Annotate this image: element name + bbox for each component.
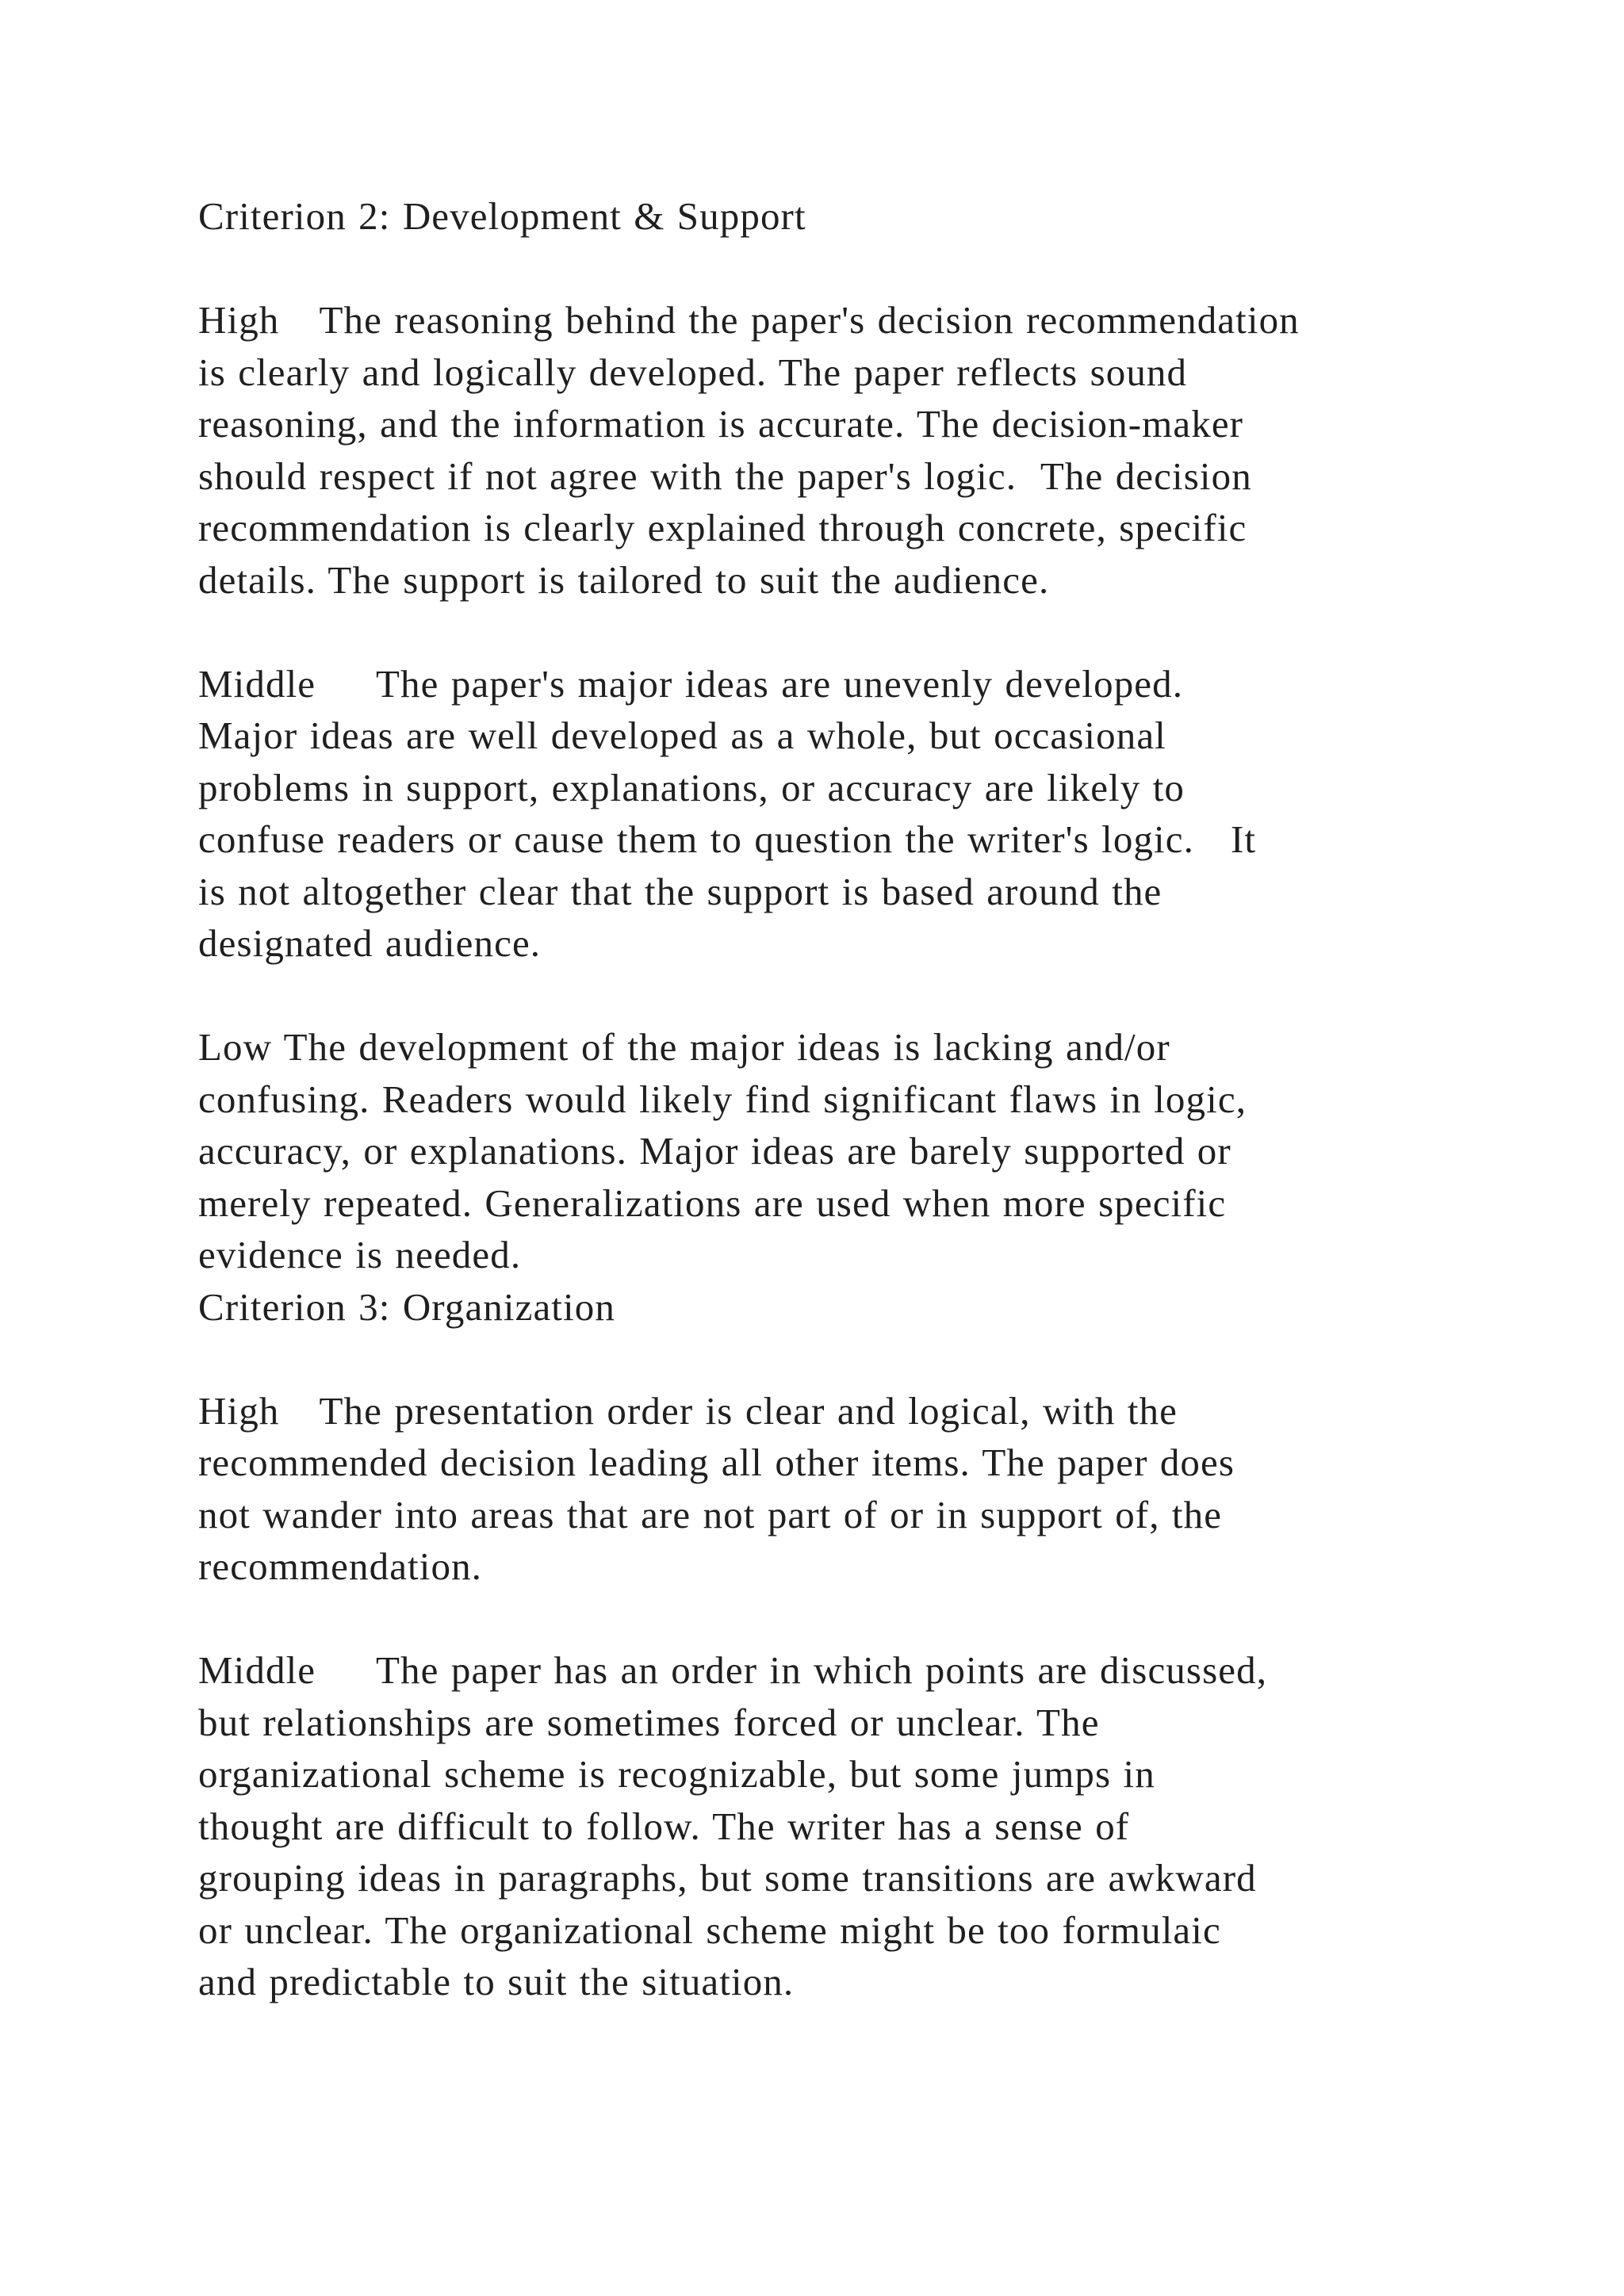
blank-line — [198, 606, 1530, 658]
paragraph-line: is clearly and logically developed. The paper reflects sound — [198, 350, 1188, 394]
paragraph-line: Middle The paper has an order in which points are discussed, — [198, 1648, 1268, 1692]
paragraph-line: details. The support is tailored to suit the audience. — [198, 557, 1050, 602]
paragraph-line: accuracy, or explanations. Major ideas are barely supported or — [198, 1129, 1231, 1173]
paragraph-line: designated audience. — [198, 921, 542, 965]
paragraph-line: organizational scheme is recognizable, but some jumps in — [198, 1752, 1155, 1796]
paragraph-line: recommendation. — [198, 1544, 483, 1588]
paragraph-line: Middle The paper's major ideas are unevenly developed. — [198, 661, 1184, 706]
paragraph-line: should respect if not agree with the paper's logic. The decision — [198, 453, 1252, 498]
paragraph-line: grouping ideas in paragraphs, but some transitions are awkward — [198, 1856, 1257, 1900]
paragraph-line: Major ideas are well developed as a whole, but occasional — [198, 714, 1166, 757]
blank-line — [198, 970, 1530, 1022]
heading-criterion-3: Criterion 3: Organization — [198, 1284, 615, 1329]
paragraph-line: evidence is needed. — [198, 1233, 522, 1276]
paragraph-line: problems in support, explanations, or accuracy are likely to — [198, 765, 1185, 809]
paragraph-line: but relationships are sometimes forced or unclear. The — [198, 1700, 1100, 1744]
paragraph-line: confuse readers or cause them to question the writer's logic. It — [198, 817, 1257, 861]
paragraph-line: recommended decision leading all other items. The paper does — [198, 1441, 1235, 1484]
paragraph-line: is not altogether clear that the support is based around the — [198, 869, 1162, 913]
paragraph-line: recommendation is clearly explained through concrete, specific — [198, 506, 1247, 549]
heading-criterion-2: Criterion 2: Development & Support — [198, 194, 806, 238]
blank-line — [198, 1333, 1530, 1385]
paragraph-line: Low The development of the major ideas is lacking and/or — [198, 1025, 1170, 1069]
paragraph-line: thought are difficult to follow. The writer has a sense of — [198, 1804, 1130, 1848]
paragraph-line: merely repeated. Generalizations are used when more specific — [198, 1181, 1227, 1225]
paragraph-line: confusing. Readers would likely find significant flaws in logic, — [198, 1077, 1247, 1121]
document-body — [198, 190, 1530, 2008]
paragraph-line: High The reasoning behind the paper's decision recommendation — [198, 298, 1300, 342]
blank-line — [198, 1593, 1530, 1645]
paragraph-line: not wander into areas that are not part of or in support of, the — [198, 1492, 1223, 1536]
paragraph-line: High The presentation order is clear and logical, with the — [198, 1388, 1178, 1433]
paragraph-line: or unclear. The organizational scheme might be too formulaic — [198, 1908, 1221, 1952]
paragraph-line: reasoning, and the information is accurate. The decision-maker — [198, 402, 1244, 446]
blank-line — [198, 243, 1530, 295]
paragraph-line: and predictable to suit the situation. — [198, 1960, 795, 2003]
